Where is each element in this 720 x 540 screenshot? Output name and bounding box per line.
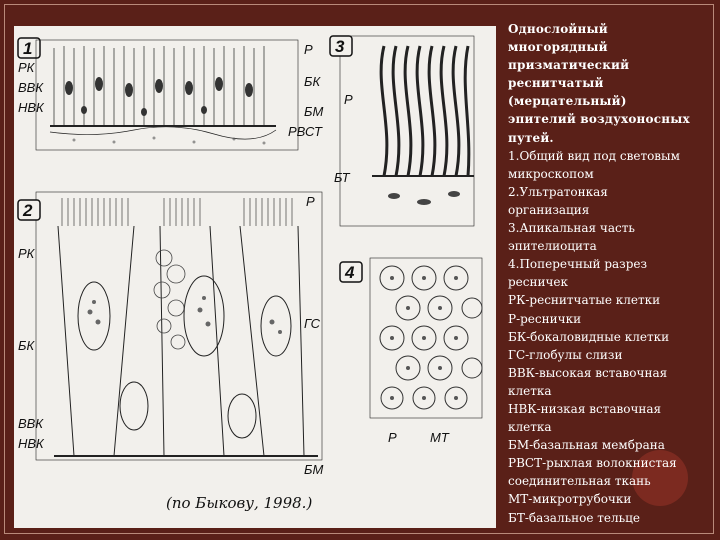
label-vvk: ВВК [18,80,44,95]
label-nvk: НВК [18,100,44,115]
panel-number-3: 3 [335,37,345,56]
panel-number-4: 4 [345,263,355,282]
label-bk: БК [304,74,321,89]
label-r-panel2: Р [306,194,315,209]
legend-line: 3.Апикальная часть [508,221,635,236]
title-line: путей. [508,130,554,145]
legend-line: 2.Ультратонкая [508,184,608,199]
label-nvk-panel2: НВК [18,436,44,451]
legend-line: РВСТ-рыхлая волокнистая [508,456,677,471]
label-rk-panel2: РК [18,246,35,261]
label-mt: МТ [430,430,449,445]
label-bm: БМ [304,104,324,119]
label-rk: РК [18,60,35,75]
legend-line: ресничек [508,275,569,290]
legend-line: клетка [508,383,552,398]
legend-line: организация [508,202,590,217]
legend-line: соединительная ткань [508,474,651,489]
panel-4 [340,258,482,445]
legend-line: ВВК-высокая вставочная [508,365,668,380]
label-gs: ГС [304,316,321,331]
description-panel [508,20,714,527]
panel-1 [18,38,323,150]
panel-number-2: 2 [23,201,33,220]
legend-line: БК-бокаловидные клетки [508,329,670,344]
description-body [508,147,714,527]
legend-line: ГС-глобулы слизи [508,347,623,362]
label-r-panel4: Р [388,430,397,445]
legend-line: клетка [508,420,552,435]
label-bk-panel2: БК [18,338,35,353]
legend-line: эпителиоцита [508,239,597,254]
label-bm-panel2: БМ [304,462,324,477]
epithelium-illustration [14,26,496,528]
description-title [508,20,714,147]
legend-line: 4.Поперечный разрез [508,257,648,272]
label-r: Р [304,42,313,57]
title-line: призматический [508,58,630,73]
title-line: многорядный [508,40,608,55]
title-line: эпителий воздухоносных [508,112,690,127]
label-vvk-panel2: ВВК [18,416,44,431]
title-line: реснитчатый [508,76,604,91]
label-bt: БТ [334,170,350,185]
legend-line: МТ-микротрубочки [508,492,632,507]
figure-caption: (по Быкову, 1998.) [166,494,313,512]
legend-line: микроскопом [508,166,594,181]
figure-plate [14,26,496,528]
panel-number-1: 1 [23,39,33,58]
label-r-panel3: Р [344,92,353,107]
legend-line: БТ-базальное тельце [508,510,640,525]
title-line: (мерцательный) [508,94,627,109]
label-rvst: РВСТ [288,124,322,139]
legend-line: БМ-базальная мембрана [508,438,665,453]
legend-line: РК-реснитчатые клетки [508,293,661,308]
legend-line: 1.Общий вид под световым [508,148,680,163]
panel-2 [18,192,323,477]
legend-line: Р-реснички [508,311,582,326]
title-line: Однослойный [508,22,608,36]
panel-3 [330,36,474,226]
legend-line: НВК-низкая вставочная [508,401,662,416]
